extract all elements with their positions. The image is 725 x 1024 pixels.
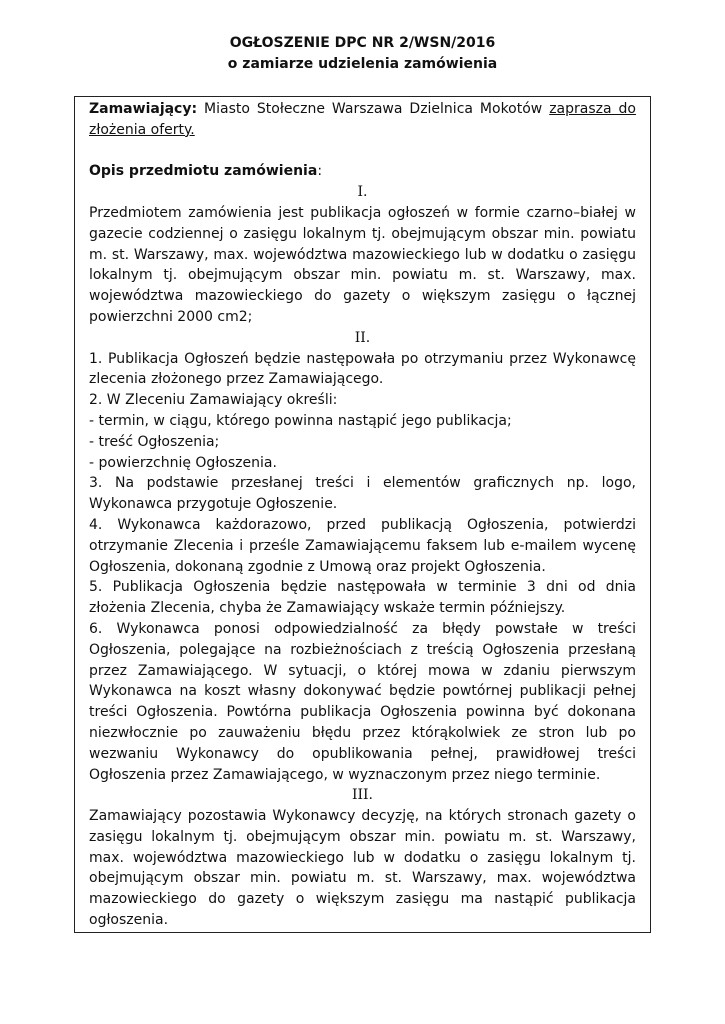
section-heading <box>89 161 636 182</box>
section-2-bullet-1: - termin, w ciągu, którego powinna nastąpić jego publikacja; <box>89 412 512 429</box>
intro-paragraph <box>89 99 636 141</box>
section-2-point-5: 5. Publikacja Ogłoszenia będzie następowała w terminie 3 dni od dnia złożenia Zlecenia, chyba że Zamawiający wskaże termin późniejszy. <box>89 579 636 617</box>
document-subtitle: o zamiarze udzielenia zamówienia <box>227 56 498 72</box>
section-2-point-6: 6. Wykonawca ponosi odpowiedzialność za błędy powstałe w treści Ogłoszenia, polegające na rozbieżnościach z treścią Ogłoszenia przesłaną przez Zamawiającego. W sytuacji, o której mowa w zdaniu pierwszym Wykonawca na koszt własny dokonywać będzie powtórnej publikacji pełnej treści Ogłoszenia. Powtórna publikacja Ogłoszenia powinna być dokonana niezwłocznie po zauważeniu błędu przez którąkolwiek ze stron lub po wezwaniu Wykonawcy do opublikowania pełnej, prawidłowej treści Ogłoszenia przez Zamawiającego, w wyznaczonym przez niego terminie. <box>89 620 636 783</box>
section-heading-label: Opis przedmiotu zamówienia <box>89 163 318 180</box>
intro-text: Miasto Stołeczne Warszawa Dzielnica Mokotów <box>197 101 550 117</box>
spacer <box>89 141 636 162</box>
section-numeral-1: I. <box>357 184 368 201</box>
document-title: OGŁOSZENIE DPC NR 2/WSN/2016 <box>229 35 496 51</box>
section-numeral-3: III. <box>351 787 374 804</box>
intro-underlined-text: zaprasza do złożenia oferty. <box>89 101 636 138</box>
section-2-bullet-2: - treść Ogłoszenia; <box>89 433 220 450</box>
content-body <box>89 99 636 931</box>
section-2-point-2: 2. W Zleceniu Zamawiający określi: <box>89 392 338 409</box>
intro-label: Zamawiający: <box>89 101 198 117</box>
section-2-point-4: 4. Wykonawca każdorazowo, przed publikacją Ogłoszenia, potwierdzi otrzymanie Zlecenia i prześle Zamawiającemu faksem lub e-mailem wycenę Ogłoszenia, dokonaną zgodnie z Umową oraz projekt Ogłoszenia. <box>89 516 636 575</box>
section-3-text: Zamawiający pozostawia Wykonawcy decyzję, na których stronach gazety o zasięgu lokalnym tj. obejmującym obszar min. powiatu m. st. Warszawy, max. województwa mazowieckiego lub w dodatku o zasięgu lokalnym tj. obejmującym obszar min. powiatu m. st. Warszawy, max. województwa mazowieckiego do gazety o większym zasięgu ma nastąpić publikacja ogłoszenia. <box>89 808 636 929</box>
section-heading-suffix: : <box>317 163 323 180</box>
section-2-bullet-3: - powierzchnię Ogłoszenia. <box>89 454 277 471</box>
section-2-point-1: 1. Publikacja Ogłoszeń będzie następowała po otrzymaniu przez Wykonawcę zlecenia złożonego przez Zamawiającego. <box>89 350 636 388</box>
section-numeral-2: II. <box>354 329 371 346</box>
section-1-text: Przedmiotem zamówienia jest publikacja ogłoszeń w formie czarno–białej w gazecie codziennej o zasięgu lokalnym tj. obejmującym obszar min. powiatu m. st. Warszawy, max. województwa mazowieckiego lub w dodatku o zasięgu lokalnym tj. obejmującym obszar min. powiatu m. st. Warszawy, max. województwa mazowieckiego do gazety o większym zasięgu o łącznej powierzchni 2000 cm2; <box>89 204 636 325</box>
section-2-point-3: 3. Na podstawie przesłanej treści i elementów graficznych np. logo, Wykonawca przygotuje Ogłoszenie. <box>89 475 636 513</box>
